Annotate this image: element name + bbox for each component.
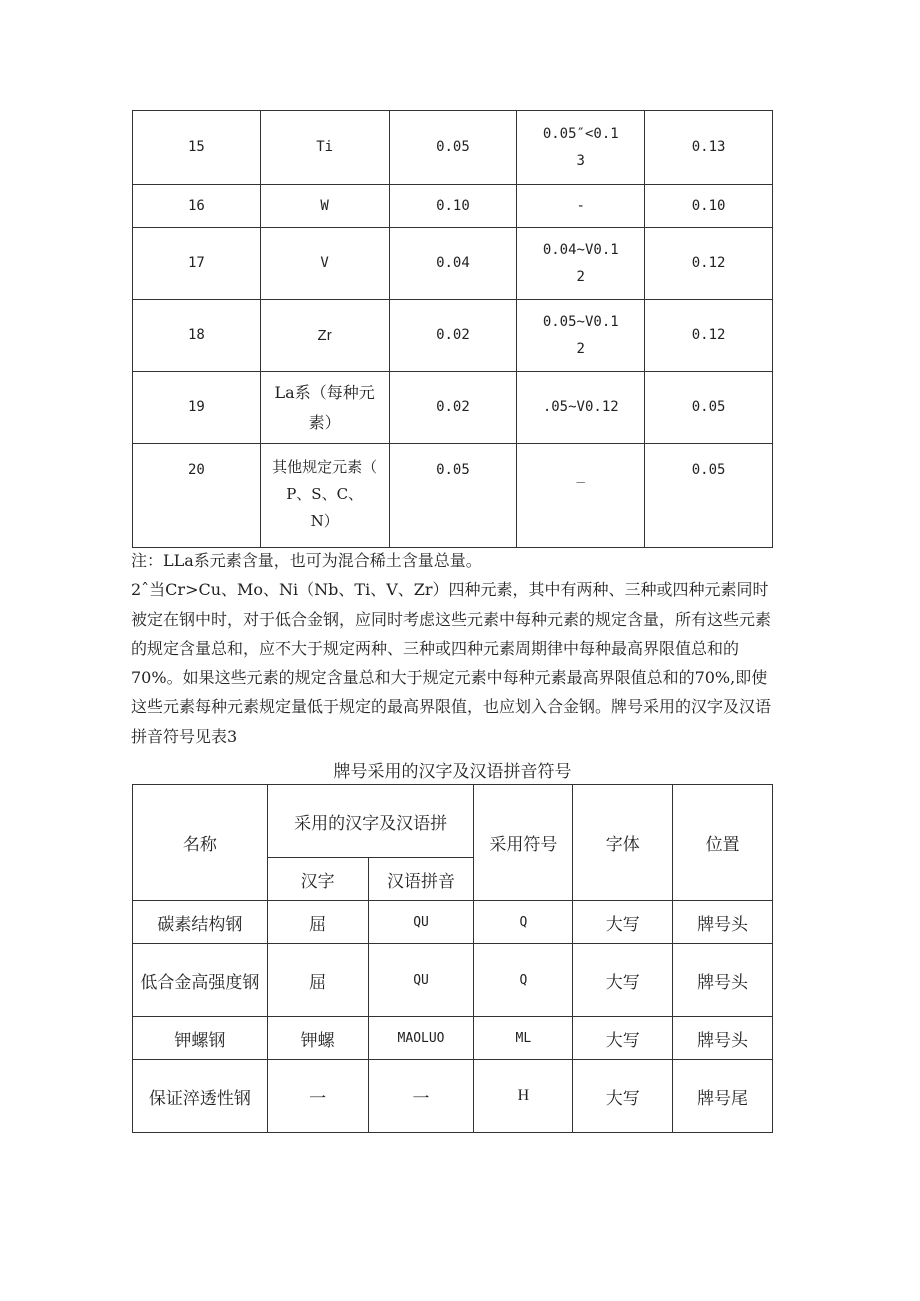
header-name: 名称 bbox=[133, 785, 268, 901]
table-row bbox=[133, 1017, 773, 1060]
low-limit: 0.02 bbox=[389, 300, 517, 372]
table-row bbox=[133, 185, 773, 228]
low-limit: 0.05 bbox=[389, 444, 517, 548]
symbol: ML bbox=[474, 1017, 573, 1060]
font-case: 大写 bbox=[573, 901, 673, 944]
row-number: 20 bbox=[133, 444, 261, 548]
table-row bbox=[133, 228, 773, 300]
table-row bbox=[133, 300, 773, 372]
element-name: Zr bbox=[260, 300, 389, 372]
symbol: H bbox=[474, 1060, 573, 1133]
symbol: Q bbox=[474, 901, 573, 944]
high-limit: 0.12 bbox=[645, 300, 773, 372]
hanzi: 屈 bbox=[267, 944, 368, 1017]
high-limit: 0.12 bbox=[645, 228, 773, 300]
range-limit: - bbox=[517, 185, 645, 228]
header-hanzi: 汉字 bbox=[267, 858, 368, 901]
steel-name: 碳素结构钢 bbox=[133, 901, 268, 944]
row-number: 19 bbox=[133, 372, 261, 444]
low-limit: 0.04 bbox=[389, 228, 517, 300]
row-number: 18 bbox=[133, 300, 261, 372]
notes bbox=[131, 546, 779, 751]
steel-name: 保证淬透性钢 bbox=[133, 1060, 268, 1133]
pinyin: 一 bbox=[368, 1060, 474, 1133]
position: 牌号头 bbox=[673, 901, 773, 944]
row-number: 16 bbox=[133, 185, 261, 228]
range-limit: 0.05″<0.1 3 bbox=[517, 111, 645, 185]
element-name: W bbox=[260, 185, 389, 228]
position: 牌号头 bbox=[673, 944, 773, 1017]
range-limit: .05~V0.12 bbox=[517, 372, 645, 444]
table-row bbox=[133, 111, 773, 185]
header-row bbox=[133, 785, 773, 858]
element-name: V bbox=[260, 228, 389, 300]
element-name: Ti bbox=[260, 111, 389, 185]
table-caption: 牌号采用的汉字及汉语拼音符号 bbox=[333, 762, 572, 782]
font-case: 大写 bbox=[573, 1060, 673, 1133]
high-limit: 0.05 bbox=[645, 372, 773, 444]
steel-name: 钾螺钢 bbox=[133, 1017, 268, 1060]
high-limit: 0.13 bbox=[645, 111, 773, 185]
low-limit: 0.10 bbox=[389, 185, 517, 228]
pinyin: QU bbox=[368, 901, 474, 944]
element-name: 其他规定元素（ P、S、C、 N） bbox=[260, 444, 389, 548]
table-row bbox=[133, 944, 773, 1017]
low-limit: 0.02 bbox=[389, 372, 517, 444]
hanzi: 屈 bbox=[267, 901, 368, 944]
steel-name: 低合金高强度钢 bbox=[133, 944, 268, 1017]
table-row bbox=[133, 901, 773, 944]
grade-symbol-table bbox=[132, 784, 773, 1133]
element-name: La系（每种元 素） bbox=[260, 372, 389, 444]
header-position: 位置 bbox=[673, 785, 773, 901]
element-content-table bbox=[132, 110, 773, 548]
position: 牌号尾 bbox=[673, 1060, 773, 1133]
pinyin: MAOLUO bbox=[368, 1017, 474, 1060]
symbol: Q bbox=[474, 944, 573, 1017]
low-limit: 0.05 bbox=[389, 111, 517, 185]
font-case: 大写 bbox=[573, 1017, 673, 1060]
note-line-2: 2ˆ当Cr>Cu、Mo、Ni（Nb、Ti、V、Zr）四种元素，其中有两种、三种或四种元素同时被定在钢中时，对于低合金钢，应同时考虑这些元素中每种元素的规定含量，所有这些元素的规定含量总和，应不大于规定两种、三种或四种元素周期律中每种最高界限值总和的70%。如果这些元素的规定含量总和大于规定元素中每种元素最高界限值总和的70%,即使这些元素每种元素规定量低于规定的最高界限值，也应划入合金钢。牌号采用的汉字及汉语拼音符号见表3 bbox=[131, 580, 772, 746]
range-limit: _ bbox=[517, 444, 645, 548]
hanzi: 一 bbox=[267, 1060, 368, 1133]
position: 牌号头 bbox=[673, 1017, 773, 1060]
header-pinyin: 汉语拼音 bbox=[368, 858, 474, 901]
header-font: 字体 bbox=[573, 785, 673, 901]
table-row bbox=[133, 1060, 773, 1133]
row-number: 17 bbox=[133, 228, 261, 300]
header-symbol: 采用符号 bbox=[474, 785, 573, 901]
font-case: 大写 bbox=[573, 944, 673, 1017]
row-number: 15 bbox=[133, 111, 261, 185]
range-limit: 0.04~V0.1 2 bbox=[517, 228, 645, 300]
note-line-1: 注：LLa系元素含量，也可为混合稀土含量总量。 bbox=[131, 551, 482, 570]
high-limit: 0.05 bbox=[645, 444, 773, 548]
high-limit: 0.10 bbox=[645, 185, 773, 228]
hanzi: 钾螺 bbox=[267, 1017, 368, 1060]
range-limit: 0.05~V0.1 2 bbox=[517, 300, 645, 372]
table-row bbox=[133, 444, 773, 548]
table-row bbox=[133, 372, 773, 444]
header-group: 采用的汉字及汉语拼 bbox=[267, 785, 474, 858]
pinyin: QU bbox=[368, 944, 474, 1017]
